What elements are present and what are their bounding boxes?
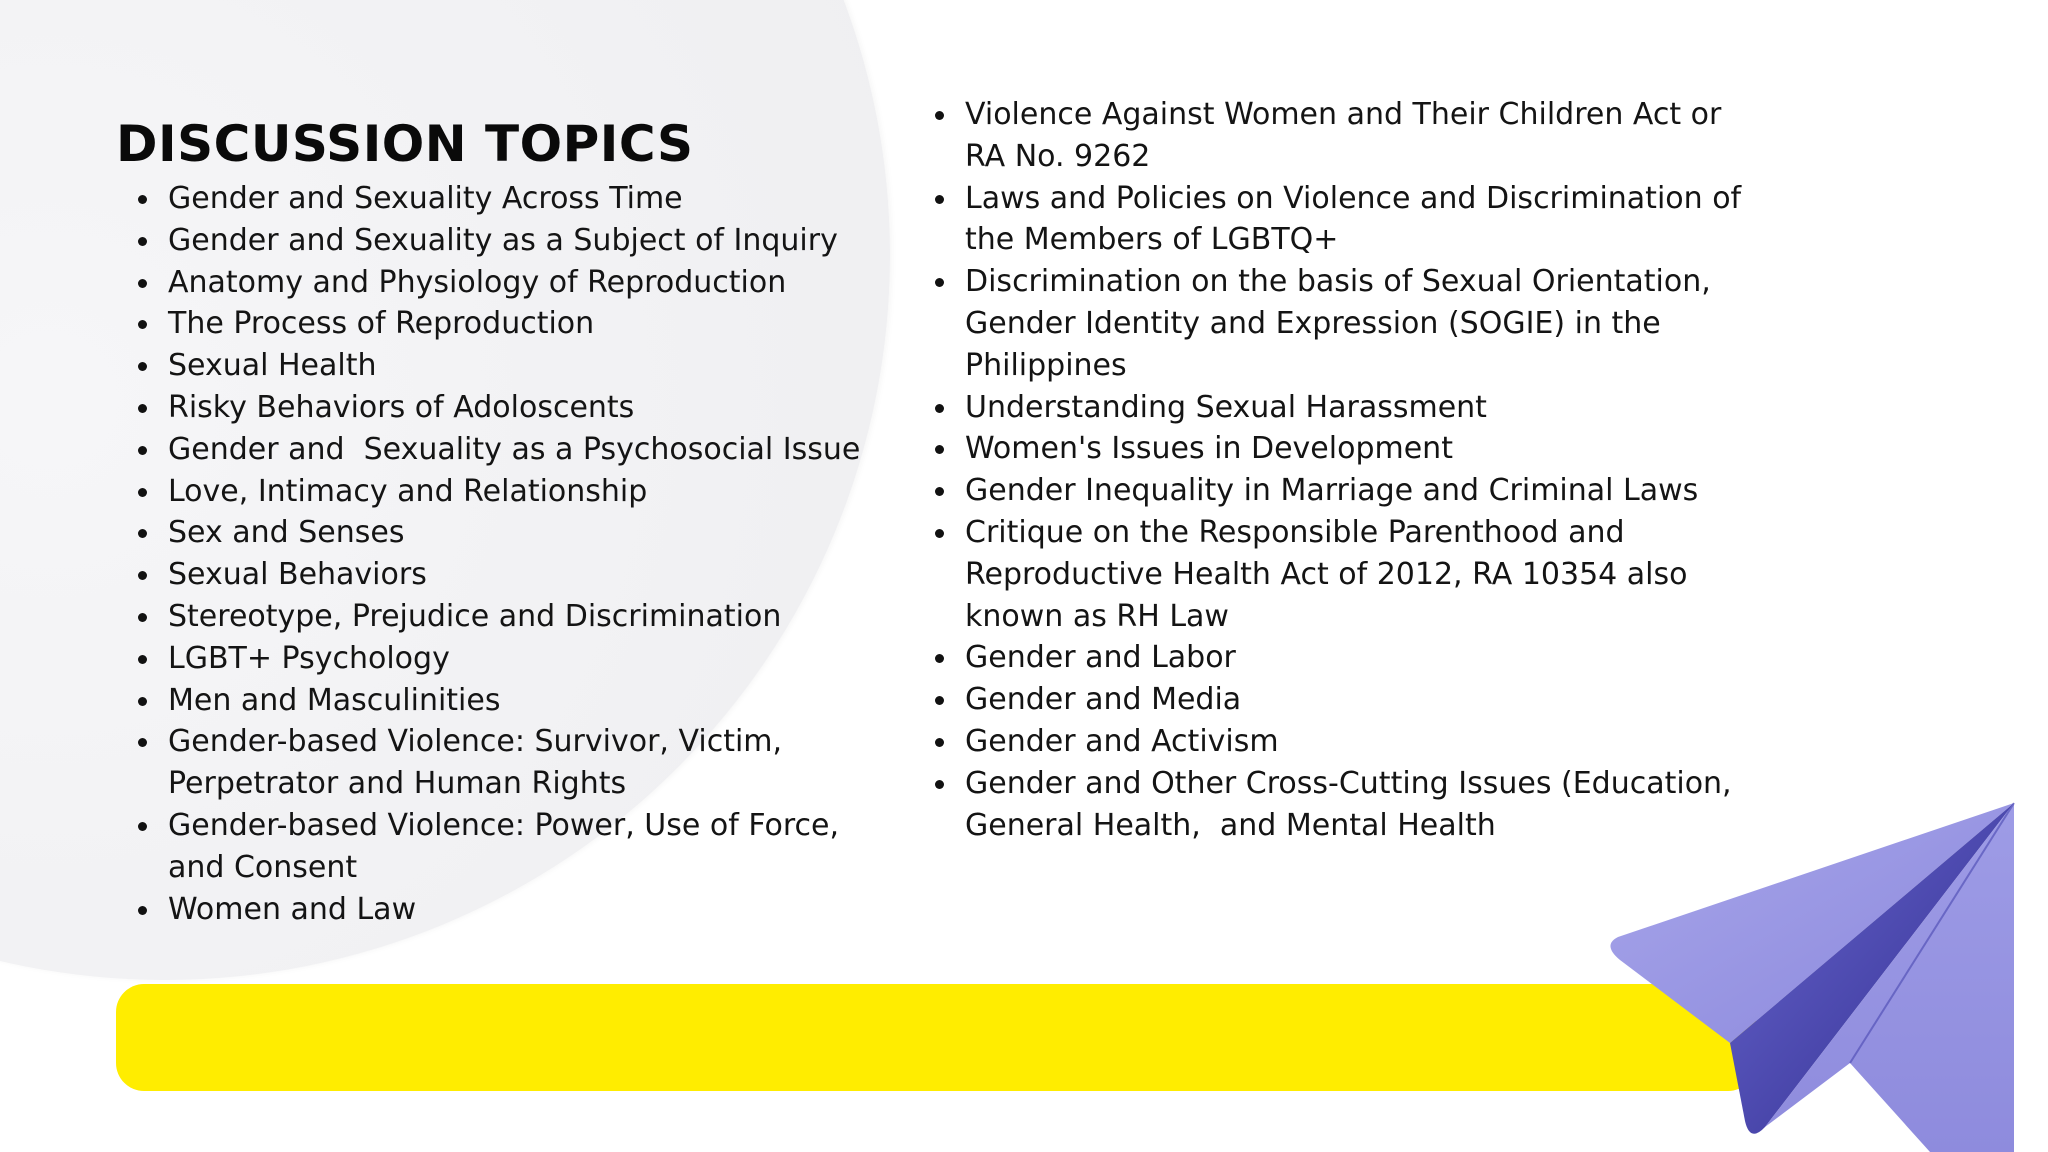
bullet-icon <box>138 906 147 915</box>
topic-item: Discrimination on the basis of Sexual Orientation, Gender Identity and Expression (SOGIE) in the Philippines <box>935 261 1755 386</box>
topic-item: Gender and Labor <box>935 637 1755 679</box>
bullet-icon <box>138 362 147 371</box>
bullet-icon <box>935 487 944 496</box>
bullet-icon <box>138 488 147 497</box>
bullet-icon <box>138 320 147 329</box>
topic-item: Risky Behaviors of Adoloscents <box>138 387 898 429</box>
bullet-icon <box>935 529 944 538</box>
bullet-icon <box>138 237 147 246</box>
bullet-icon <box>935 195 944 204</box>
bullet-icon <box>138 697 147 706</box>
slide-title: DISCUSSION TOPICS <box>116 115 694 173</box>
bullet-icon <box>935 696 944 705</box>
topic-item: Sex and Senses <box>138 512 898 554</box>
topic-item: LGBT+ Psychology <box>138 638 898 680</box>
bullet-icon <box>138 279 147 288</box>
bullet-icon <box>935 278 944 287</box>
bullet-icon <box>138 822 147 831</box>
topic-item: The Process of Reproduction <box>138 303 898 345</box>
topic-item: Love, Intimacy and Relationship <box>138 471 898 513</box>
bullet-icon <box>935 780 944 789</box>
topic-item: Anatomy and Physiology of Reproduction <box>138 262 898 304</box>
topic-item: Gender and Media <box>935 679 1755 721</box>
topic-item: Gender Inequality in Marriage and Criminal Laws <box>935 470 1755 512</box>
bullet-icon <box>935 404 944 413</box>
bullet-icon <box>138 613 147 622</box>
bullet-icon <box>138 571 147 580</box>
topic-item: Women and Law <box>138 889 898 931</box>
topic-item: Gender and Sexuality Across Time <box>138 178 898 220</box>
topic-item: Gender and Other Cross-Cutting Issues (Education, General Health, and Mental Health <box>935 763 1755 847</box>
topic-item: Laws and Policies on Violence and Discrimination of the Members of LGBTQ+ <box>935 178 1755 262</box>
topic-item: Gender-based Violence: Survivor, Victim, Perpetrator and Human Rights <box>138 721 898 805</box>
topic-item: Women's Issues in Development <box>935 428 1755 470</box>
topic-item: Gender-based Violence: Power, Use of Force, and Consent <box>138 805 898 889</box>
bullet-icon <box>138 529 147 538</box>
topic-item: Gender and Sexuality as a Psychosocial Issue <box>138 429 898 471</box>
bullet-icon <box>935 654 944 663</box>
bullet-icon <box>138 738 147 747</box>
bullet-icon <box>138 404 147 413</box>
bullet-icon <box>935 111 944 120</box>
topic-item: Men and Masculinities <box>138 680 898 722</box>
topic-item: Stereotype, Prejudice and Discrimination <box>138 596 898 638</box>
topic-item: Sexual Health <box>138 345 898 387</box>
paper-plane-icon <box>1600 795 2020 1152</box>
topic-item: Gender and Activism <box>935 721 1755 763</box>
bullet-icon <box>138 655 147 664</box>
topic-item: Understanding Sexual Harassment <box>935 387 1755 429</box>
topic-item: Gender and Sexuality as a Subject of Inquiry <box>138 220 898 262</box>
accent-bar <box>116 984 1756 1091</box>
bullet-icon <box>138 446 147 455</box>
topic-item: Violence Against Women and Their Children Act or RA No. 9262 <box>935 94 1755 178</box>
right-topic-list <box>935 94 1755 846</box>
bullet-icon <box>138 195 147 204</box>
bullet-icon <box>935 738 944 747</box>
bullet-icon <box>935 445 944 454</box>
left-topic-list <box>138 178 898 930</box>
topic-item: Critique on the Responsible Parenthood and Reproductive Health Act of 2012, RA 10354 also known as RH Law <box>935 512 1755 637</box>
topic-item: Sexual Behaviors <box>138 554 898 596</box>
